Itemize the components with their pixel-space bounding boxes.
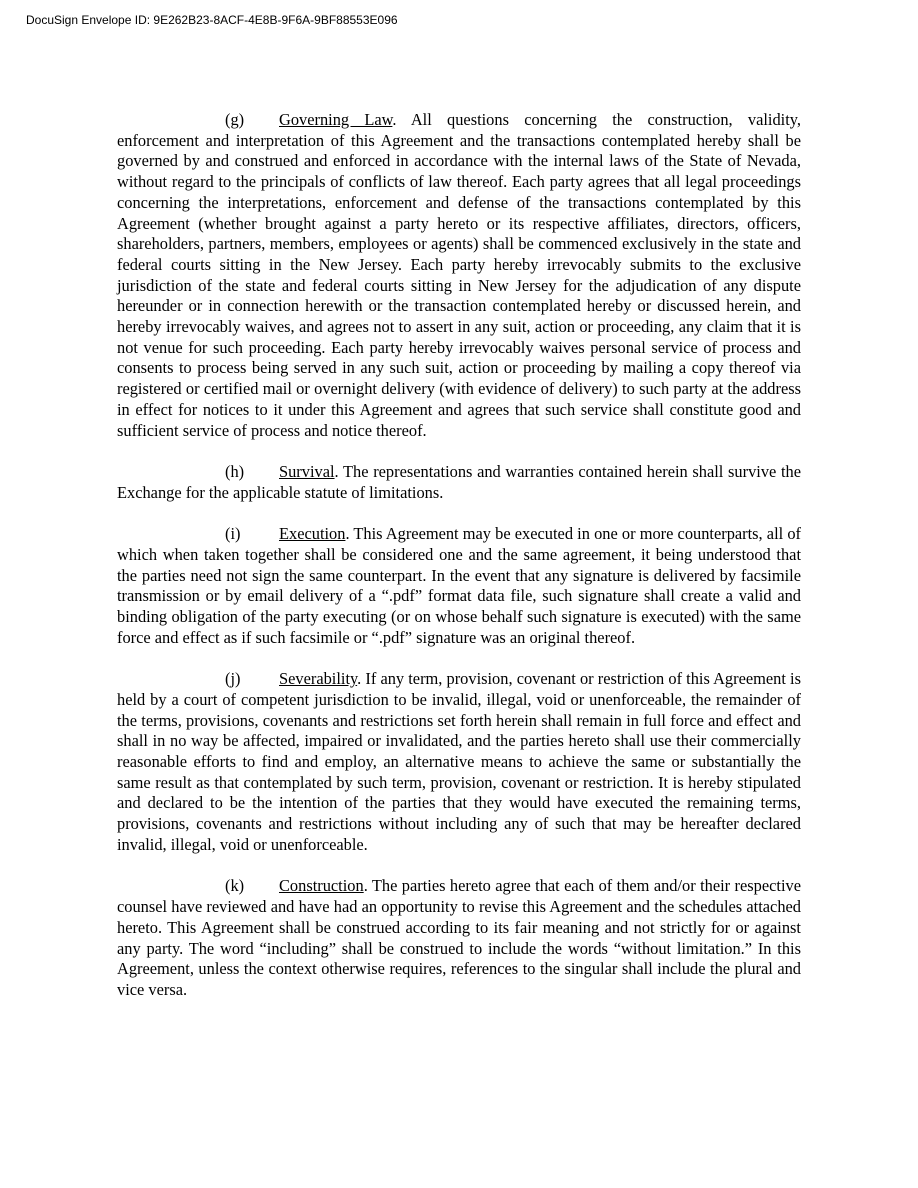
section-heading: Survival (279, 462, 335, 482)
section-heading: Governing Law (279, 110, 393, 129)
section-body: . All questions concerning the construction, validity, enforcement and interpretation of this Agreement and the transactions contemplated hereby shall be governed by and construed and enforced in accordance with the internal laws of the State of Nevada, without regard to the principals of conflicts of law thereof. Each party agrees that all legal proceedings concerning the interpretations, enforcement and defense of the transactions contemplated by this Agreement (whether brought against a party hereto or its respective affiliates, directors, officers, shareholders, partners, members, employees or agents) shall be commenced exclusively in the state and federal courts sitting in the New Jersey. Each party hereby irrevocably submits to the exclusive jurisdiction of the state and federal courts sitting in New Jersey for the adjudication of any dispute hereunder or in connection herewith or the transaction contemplated hereby or discussed herein, and hereby irrevocably waives, and agrees not to assert in any suit, action or proceeding, any claim that it is not venue for such proceeding. Each party hereby irrevocably waives personal service of process and consents to process being served in any such suit, action or proceeding by mailing a copy thereof via registered or certified mail or overnight delivery (with evidence of delivery) to such party at the address in effect for notices to it under this Agreement and agrees that such service shall constitute good and sufficient service of process and notice thereof. (117, 110, 801, 440)
section-execution (117, 524, 801, 648)
section-governing-law (117, 110, 801, 441)
agreement-page-body (117, 110, 801, 1021)
envelope-id-header: DocuSign Envelope ID: 9E262B23-8ACF-4E8B-9F6A-9BF88553E096 (26, 13, 398, 27)
section-body: . The representations and warranties contained herein shall survive the Exchange for the applicable statute of limitations. (117, 462, 801, 502)
section-label: (i) (225, 524, 241, 544)
section-label: (h) (225, 462, 245, 482)
section-heading: Execution (279, 524, 346, 544)
section-body: . If any term, provision, covenant or restriction of this Agreement is held by a court of competent jurisdiction to be invalid, illegal, void or unenforceable, the remainder of the terms, provisions, covenants and restrictions set forth herein shall remain in full force and effect and shall in no way be affected, impaired or invalidated, and the parties hereto shall use their commercially reasonable efforts to find and employ, an alternative means to achieve the same or substantially the same result as that contemplated by such term, provision, covenant or restriction. It is hereby stipulated and declared to be the intention of the parties that they would have executed the remaining terms, provisions, covenants and restrictions without including any of such that may be hereafter declared invalid, illegal, void or unenforceable. (117, 669, 801, 854)
section-label: (j) (225, 669, 241, 689)
section-survival (117, 462, 801, 503)
section-body: . This Agreement may be executed in one or more counterparts, all of which when taken together shall be considered one and the same agreement, it being understood that the parties need not sign the same counterpart. In the event that any signature is delivered by facsimile transmission or by email delivery of a “.pdf” format data file, such signature shall create a valid and binding obligation of the party executing (or on whose behalf such signature is executed) with the same force and effect as if such facsimile or “.pdf” signature was an original thereof. (117, 524, 801, 647)
section-heading: Construction (279, 876, 364, 896)
section-severability (117, 669, 801, 855)
section-heading: Severability (279, 669, 358, 689)
section-body: . The parties hereto agree that each of them and/or their respective counsel have reviewed and have had an opportunity to revise this Agreement and the schedules attached hereto. This Agreement shall be construed according to its fair meaning and not strictly for or against any party. The word “including” shall be construed to include the words “without limitation.” In this Agreement, unless the context otherwise requires, references to the singular shall include the plural and vice versa. (117, 876, 801, 999)
section-construction (117, 876, 801, 1000)
section-label: (k) (225, 876, 245, 896)
section-label: (g) (225, 110, 245, 129)
